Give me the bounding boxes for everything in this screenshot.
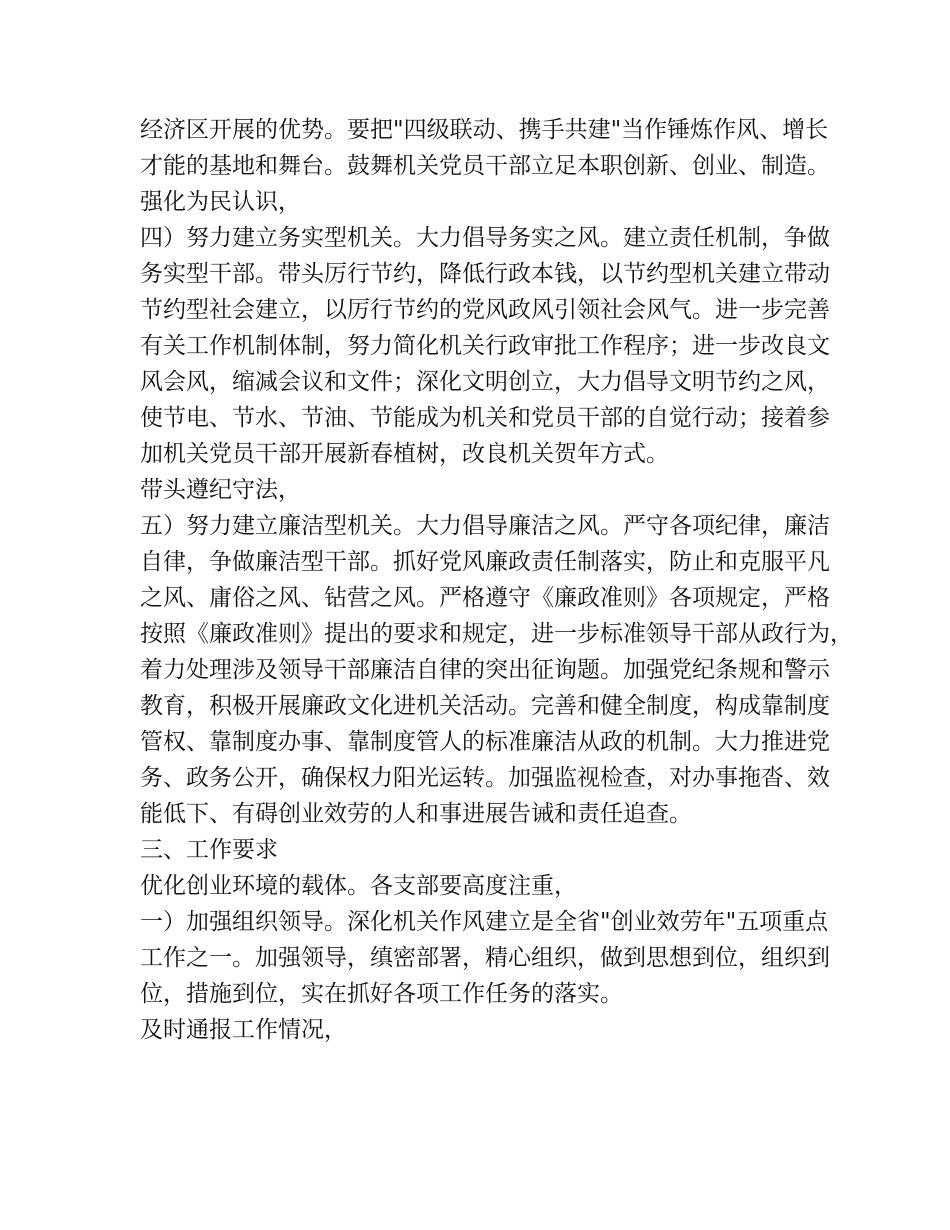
text-line: 工作之一。加强领导，缜密部署，精心组织，做到思想到位，组织到 bbox=[140, 945, 830, 971]
text-line: 强化为民认识， bbox=[140, 189, 301, 215]
text-line: 着力处理涉及领导干部廉洁自律的突出征询题。加强党纪条规和警示 bbox=[140, 657, 830, 683]
text-line: 节约型社会建立，以厉行节约的党风政风引领社会风气。进一步完善 bbox=[140, 297, 830, 323]
text-line: 五）努力建立廉洁型机关。大力倡导廉洁之风。严守各项纪律，廉洁 bbox=[140, 513, 830, 539]
text-line: 有关工作机制体制，努力简化机关行政审批工作程序；进一步改良文 bbox=[140, 333, 830, 359]
text-line: 及时通报工作情况， bbox=[140, 1017, 347, 1043]
text-line: 按照《廉政准则》提出的要求和规定，进一步标准领导干部从政行为， bbox=[140, 621, 853, 647]
text-line: 使节电、节水、节油、节能成为机关和党员干部的自觉行动；接着参 bbox=[140, 405, 830, 431]
text-line: 教育，积极开展廉政文化进机关活动。完善和健全制度，构成靠制度 bbox=[140, 693, 830, 719]
text-line: 带头遵纪守法， bbox=[140, 477, 301, 503]
text-line: 之风、庸俗之风、钻营之风。严格遵守《廉政准则》各项规定，严格 bbox=[140, 585, 830, 611]
text-line: 才能的基地和舞台。鼓舞机关党员干部立足本职创新、创业、制造。 bbox=[140, 153, 830, 179]
text-line: 务实型干部。带头厉行节约，降低行政本钱，以节约型机关建立带动 bbox=[140, 261, 830, 287]
text-line: 一）加强组织领导。深化机关作风建立是全省"创业效劳年"五项重点 bbox=[140, 909, 829, 935]
text-line: 位，措施到位，实在抓好各项工作任务的落实。 bbox=[140, 981, 623, 1007]
section-heading: 三、工作要求 bbox=[140, 837, 278, 863]
text-line: 优化创业环境的载体。各支部要高度注重， bbox=[140, 873, 577, 899]
text-line: 四）努力建立务实型机关。大力倡导务实之风。建立责任机制，争做 bbox=[140, 225, 830, 251]
text-line: 自律，争做廉洁型干部。抓好党风廉政责任制落实，防止和克服平凡 bbox=[140, 549, 830, 575]
text-line: 能低下、有碍创业效劳的人和事进展告诫和责任追查。 bbox=[140, 801, 692, 827]
text-line: 加机关党员干部开展新春植树，改良机关贺年方式。 bbox=[140, 441, 669, 467]
text-line: 务、政务公开，确保权力阳光运转。加强监视检查，对办事拖沓、效 bbox=[140, 765, 830, 791]
text-line: 经济区开展的优势。要把"四级联动、携手共建"当作锤炼作风、增长 bbox=[140, 117, 829, 143]
text-line: 风会风，缩减会议和文件；深化文明创立，大力倡导文明节约之风， bbox=[140, 369, 830, 395]
body-text bbox=[140, 112, 853, 1048]
text-line: 管权、靠制度办事、靠制度管人的标准廉洁从政的机制。大力推进党 bbox=[140, 729, 830, 755]
